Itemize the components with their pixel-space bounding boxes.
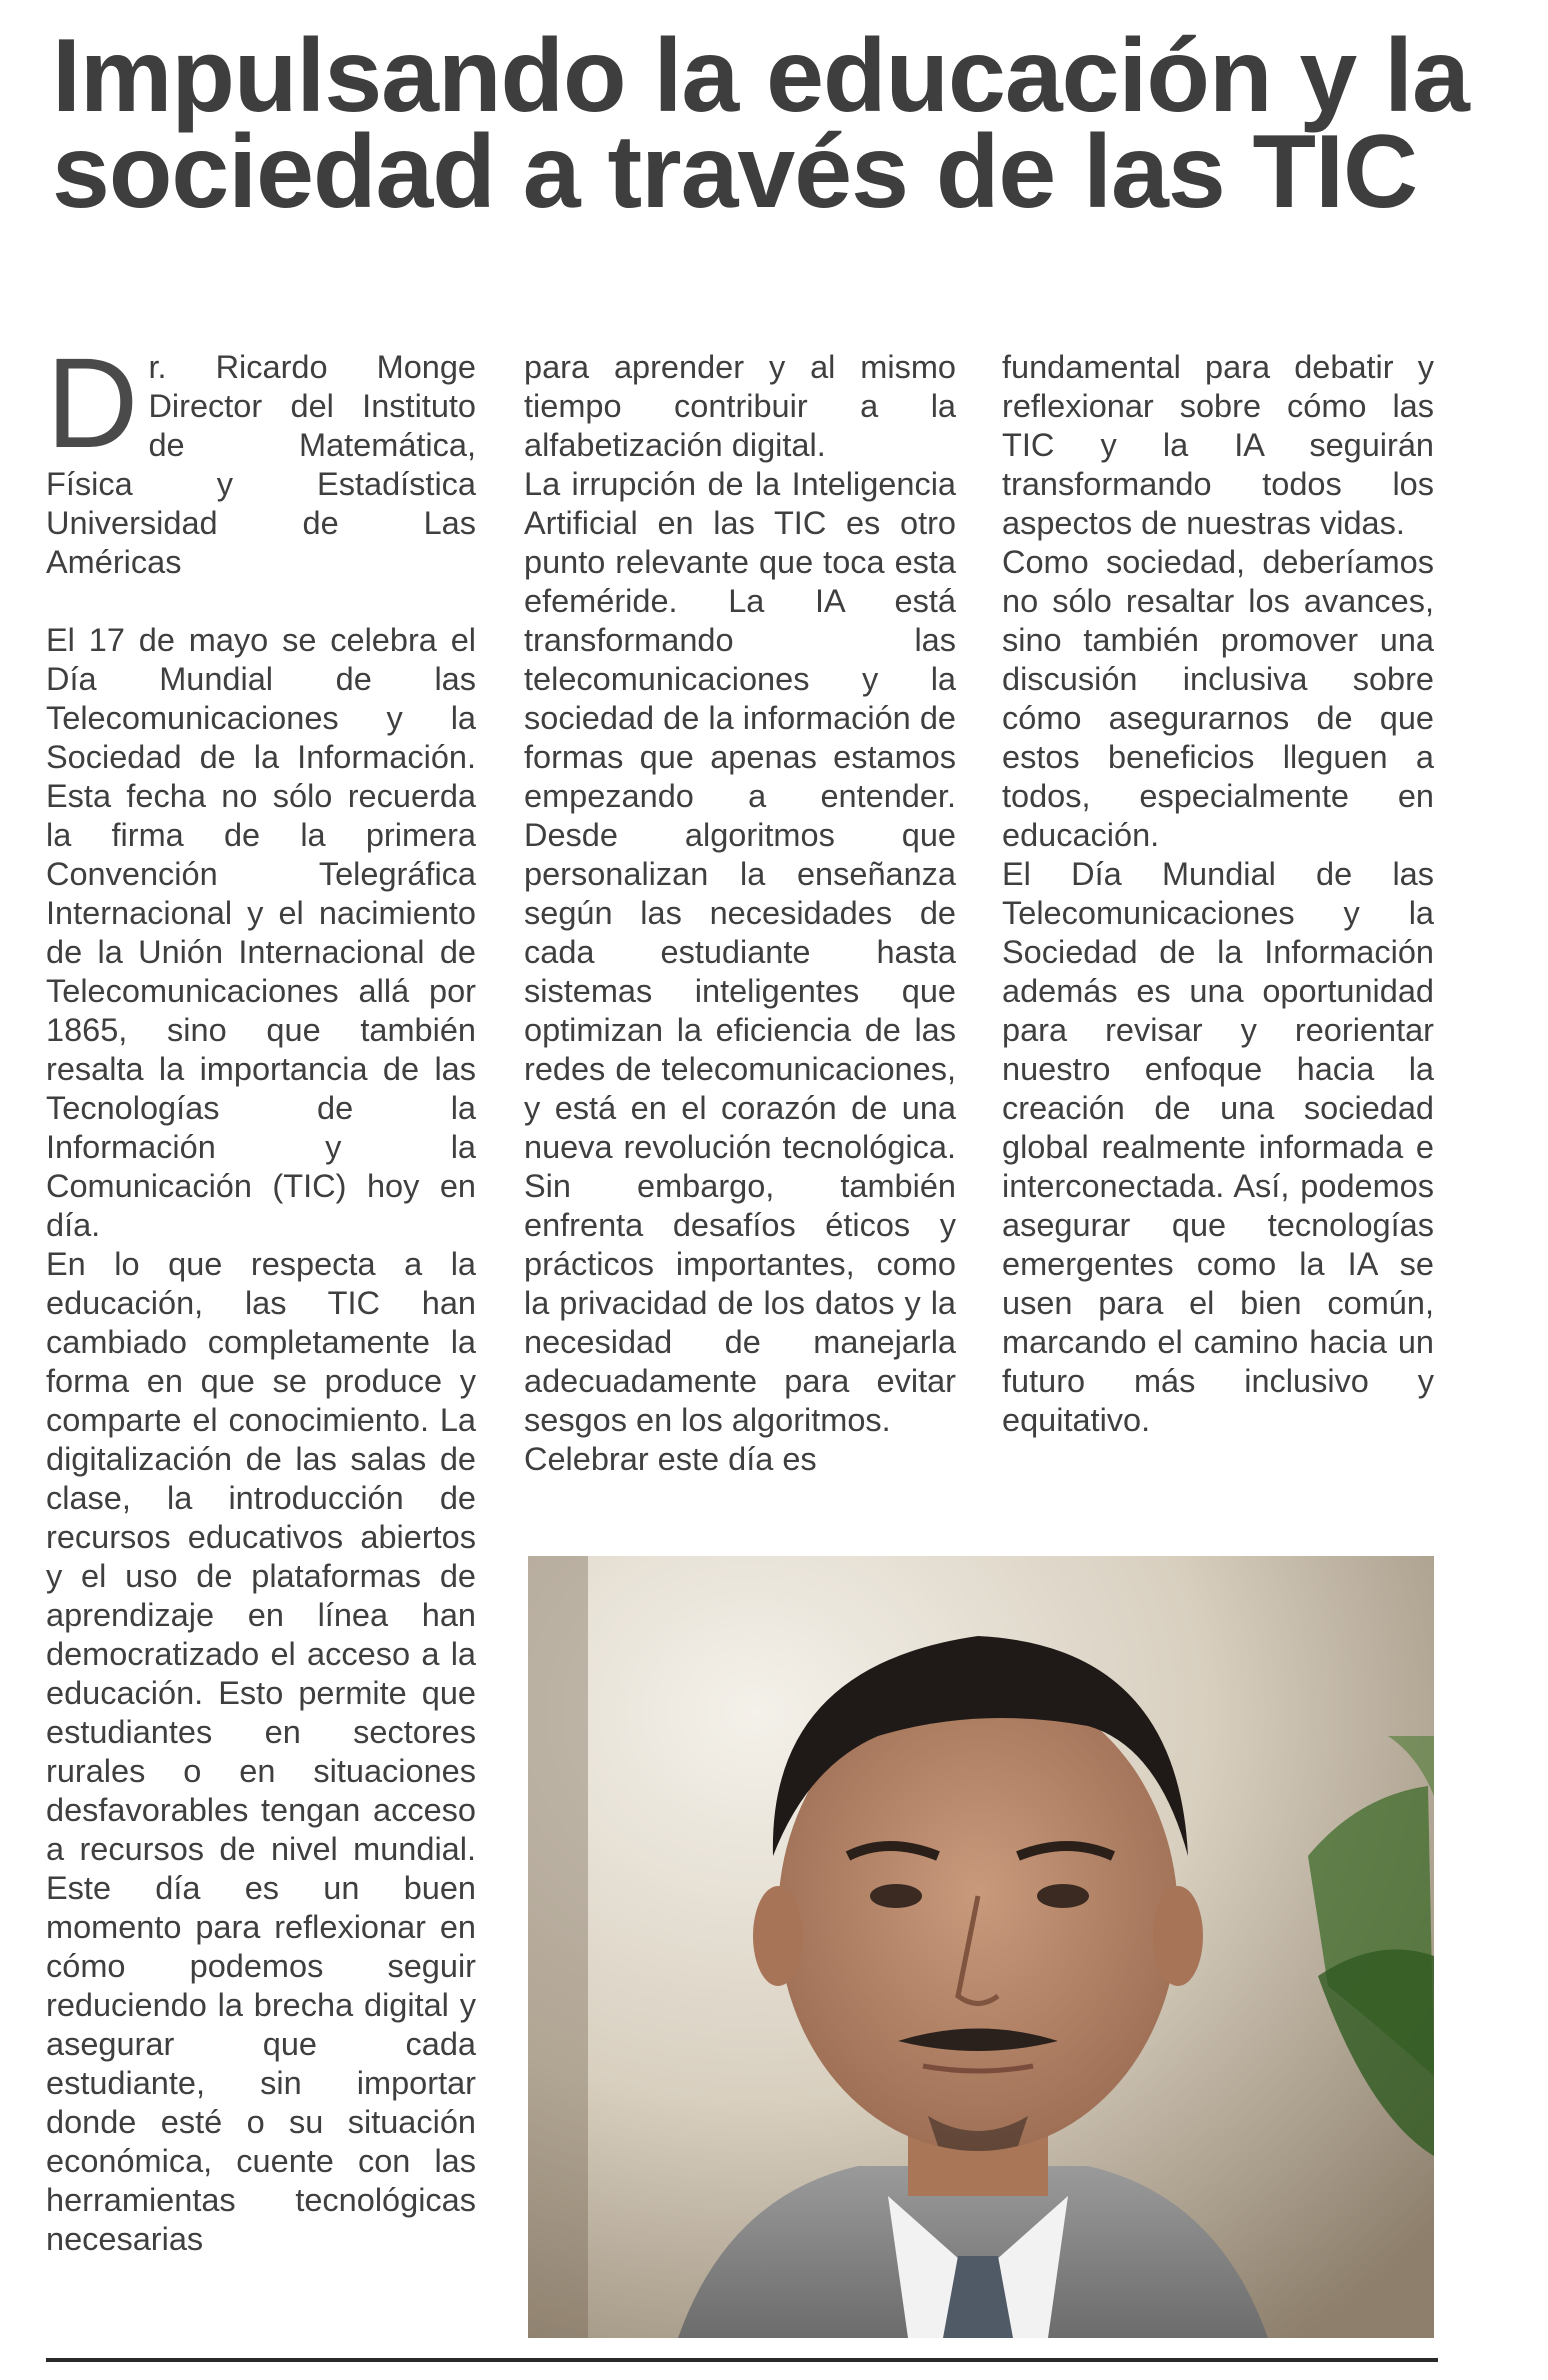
paragraph: El Día Mundial de las Telecomunicaciones y la Sociedad de la Información además es una oportunidad para revisar y reorientar nuestro enfoque hacia la creación de una sociedad global realmente informada e interconectada. Así, podemos asegurar que tecnologías emergentes como la IA se usen para el bien común, marcando el camino hacia un futuro más inclusivo y equitativo.	[1002, 856, 1434, 1438]
paragraph: En lo que respecta a la educación, las TIC han cambiado completamente la forma en que se produce y comparte el conocimiento. La digitalización de las salas de clase, la introducción de recursos educativos abiertos y el uso de plataformas de aprendizaje en línea han democratizado el acceso a la educación. Esto permite que estudiantes en sectores rurales o en situaciones desfavorables tengan acceso a recursos de nivel mundial. Este día es un buen momento para reflexionar en cómo podemos seguir reduciendo la brecha digital y asegurar que cada estudiante, sin importar donde esté o su situación económica, cuente con las herramientas tecnológicas necesarias	[46, 1246, 476, 2257]
footer-rule	[46, 2358, 1438, 2362]
author-portrait-photo	[528, 1556, 1434, 2338]
byline-title-2: de Matemática,	[148, 427, 476, 463]
article-column-2	[524, 348, 956, 1528]
byline	[46, 332, 476, 582]
byline-name: r. Ricardo Monge	[148, 349, 476, 385]
article-column-3	[1002, 348, 1434, 1440]
byline-title-1: Director del Instituto	[148, 388, 476, 424]
byline-title-3: Física y Estadística	[46, 466, 476, 502]
article-headline: Impulsando la educación y la sociedad a través de las TIC	[52, 18, 1469, 230]
paragraph: Como sociedad, deberíamos no sólo resaltar los avances, sino también promover una discusión inclusiva sobre cómo asegurarnos de que estos beneficios lleguen a todos, especialmente en educación.	[1002, 544, 1434, 853]
paragraph: La irrupción de la Inteligencia Artificial en las TIC es otro punto relevante que toca esta efeméride. La IA está transformando las telecomunicaciones y la sociedad de la información de formas que apenas estamos empezando a entender. Desde algoritmos que personalizan la enseñanza según las necesidades de cada estudiante hasta sistemas inteligentes que optimizan la eficiencia de las redes de telecomunicaciones, y está en el corazón de una nueva revolución tecnológica. Sin embargo, también enfrenta desafíos éticos y prácticos importantes, como la privacidad de los datos y la necesidad de manejarla adecuadamente para evitar sesgos en los algoritmos.	[524, 466, 956, 1438]
portrait-illustration	[528, 1556, 1434, 2338]
paragraph: para aprender y al mismo tiempo contribuir a la alfabetización digital.	[524, 349, 956, 463]
paragraph: El 17 de mayo se celebra el Día Mundial de las Telecomunicaciones y la Sociedad de la Información. Esta fecha no sólo recuerda la firma de la primera Convención Telegráfica Internacional y el nacimiento de la Unión Internacional de Telecomunicaciones allá por 1865, sino que también resalta la importancia de las Tecnologías de la Información y la Comunicación (TIC) hoy en día.	[46, 622, 476, 1243]
drop-cap: D	[46, 332, 139, 475]
paragraph: fundamental para debatir y reflexionar sobre cómo las TIC y la IA seguirán transformando todos los aspectos de nuestras vidas.	[1002, 349, 1434, 541]
byline-affiliation-1: Universidad de Las	[46, 505, 476, 541]
byline-affiliation-2: Américas	[46, 544, 182, 580]
paragraph: Celebrar este día es	[524, 1441, 817, 1477]
article-column-1	[46, 332, 476, 2259]
